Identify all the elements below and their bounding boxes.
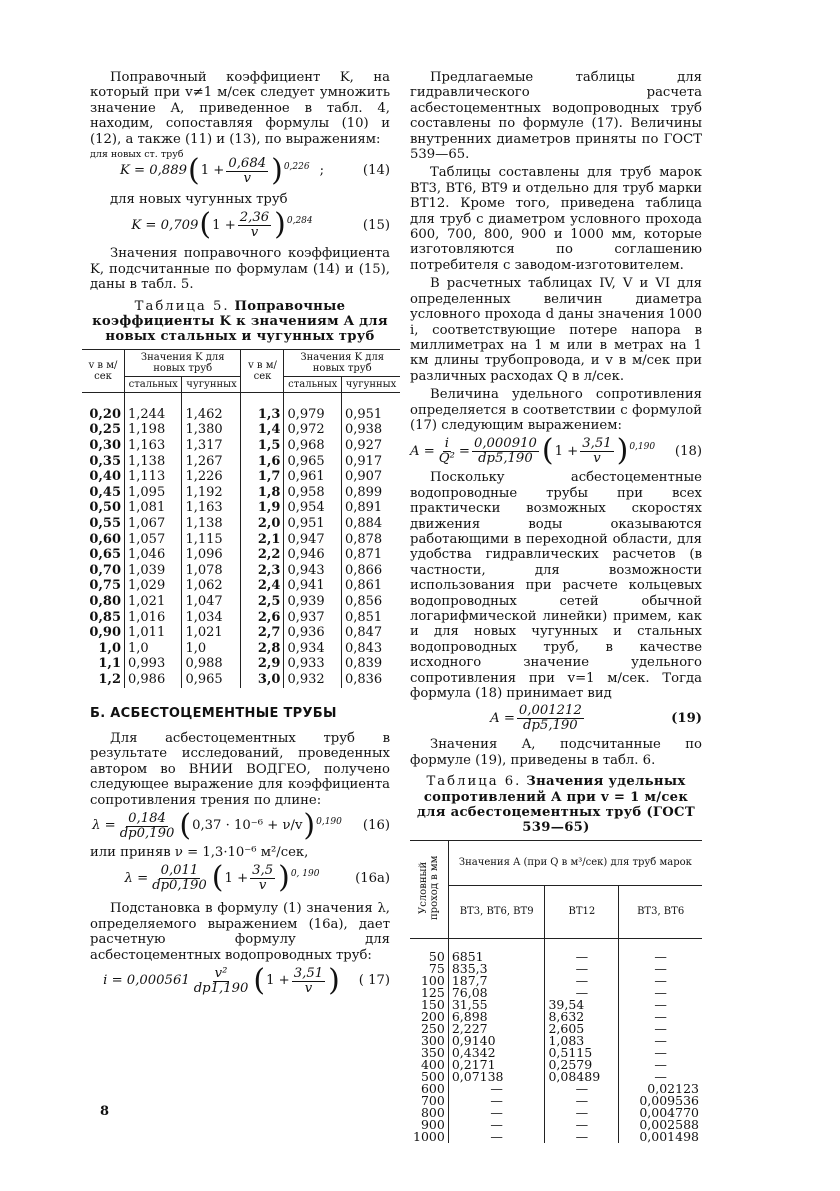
table-cell: 0,878 xyxy=(341,532,400,548)
table-cell: 0,934 xyxy=(284,641,342,657)
formula-numerator: 0,684 xyxy=(228,155,267,171)
table-cell: 1,011 xyxy=(125,625,182,641)
table-cell: 1000 xyxy=(410,1131,448,1143)
table-cell: 0,917 xyxy=(341,454,400,470)
table-cell: 0,40 xyxy=(82,469,125,485)
table-cell: 1,047 xyxy=(182,594,241,610)
table-cell: 1,198 xyxy=(125,422,182,438)
table-cell: 0,933 xyxy=(284,656,342,672)
table-row xyxy=(82,641,400,657)
table-cell: 350 xyxy=(410,1047,448,1059)
table-cell: 125 xyxy=(410,987,448,999)
table-cell: 0,02123 xyxy=(619,1083,702,1095)
table-cell: 8,632 xyxy=(545,1011,619,1023)
formula-exponent: 0,190 xyxy=(316,817,342,827)
table-cell: — xyxy=(619,975,702,987)
formula-lhs: i = 0,000561 xyxy=(103,973,190,989)
table-cell: 0,927 xyxy=(341,438,400,454)
table-cell: — xyxy=(448,1095,545,1107)
table-5 xyxy=(82,349,400,688)
table-cell: — xyxy=(619,1071,702,1083)
table-cell: — xyxy=(619,1011,702,1023)
table-cell: 0,958 xyxy=(284,485,342,501)
paragraph: для новых чугунных труб xyxy=(110,192,288,208)
formula-denominator: dр5,190 xyxy=(478,450,533,466)
table-row xyxy=(82,547,400,563)
table-cell: 6851 xyxy=(448,951,545,963)
formula-exponent: 0,226 xyxy=(283,162,310,173)
table-cell: 1,057 xyxy=(125,532,182,548)
table-6-caption xyxy=(410,774,702,836)
table-cell: 0,20 xyxy=(82,407,125,423)
table-cell: 250 xyxy=(410,1023,448,1035)
table-cell: 0,884 xyxy=(341,516,400,532)
formula-number: (15) xyxy=(362,217,390,233)
paragraph: Поправочный коэффициент K, на который при v≠1 м/сек следует умножить значение A, приведенное в табл. 4, находим, сопоставляя формулы (10) и (12), а также (11) и (13), по выражениям: xyxy=(90,70,390,147)
col-header-group: Значения K для новых труб xyxy=(284,349,400,376)
table-cell: 1,192 xyxy=(182,485,241,501)
table-cell: 150 xyxy=(410,999,448,1011)
table-cell: 0,80 xyxy=(82,594,125,610)
table-cell: 0,951 xyxy=(284,516,342,532)
formula-number: (18) xyxy=(674,443,702,459)
formula-numerator: 0,011 xyxy=(160,862,199,878)
formula-denominator: dр0,190 xyxy=(119,825,175,841)
paragraph: Предлагаемые таблицы для гидравлического расчета асбестоцементных водопроводных труб составлены по формуле (17). Величины внутренних диаметров приняты по ГОСТ 539—65. xyxy=(410,70,702,163)
formula-numerator: 3,51 xyxy=(293,965,324,981)
table-cell: 1,9 xyxy=(241,500,284,516)
table-cell: 39,54 xyxy=(545,999,619,1011)
table-cell: 0,001498 xyxy=(619,1131,702,1143)
formula-lhs: K = 0,889 xyxy=(119,163,187,179)
paragraph: Поскольку асбестоцементные водопроводные трубы при всех практически возможных скоростях движения воды оказываются работающими в переходной области, для удобства гидравлических расчетов (в частности, для возможности использования при расчете кольцевых водопроводных сетей обычной логарифмической линейки) примем, как и для новых чугунных и стальных водопроводных труб, в качестве исходного значение удельного сопротивления при v=1 м/сек. Тогда формула (18) принимает вид xyxy=(410,470,702,702)
table-cell: — xyxy=(448,1131,545,1143)
formula-numerator: 0,000910 xyxy=(473,435,537,451)
formula-lhs: A = xyxy=(490,711,515,727)
table-cell: 1,016 xyxy=(125,610,182,626)
formula-18: A = $\frac{i}{\text{Q²}}$ = $\frac{0,000910}{dр5,190}$ ( 1 + $\frac{3,51}{v}$ ) $^{0,190}$ (18) xyxy=(410,433,702,469)
table-cell: 1,2 xyxy=(82,672,125,688)
table-cell: 1,3 xyxy=(241,407,284,423)
table-cell: 0,25 xyxy=(82,422,125,438)
formula-lhs: A = xyxy=(410,443,435,459)
table-cell: 0,899 xyxy=(341,485,400,501)
table-cell: 0,004770 xyxy=(619,1107,702,1119)
table-cell: 1,021 xyxy=(182,625,241,641)
table-cell: — xyxy=(545,1083,619,1095)
table-cell: 0,943 xyxy=(284,563,342,579)
table-cell: 100 xyxy=(410,975,448,987)
table-cell: 1,4 xyxy=(241,422,284,438)
table-cell: 500 xyxy=(410,1071,448,1083)
table-cell: 50 xyxy=(410,951,448,963)
col-header-diameter-label: Условный проход в мм xyxy=(417,855,440,921)
table-row xyxy=(82,516,400,532)
table-cell: — xyxy=(545,963,619,975)
table-row xyxy=(82,625,400,641)
table-cell: 1,034 xyxy=(182,610,241,626)
table-cell: 0,891 xyxy=(341,500,400,516)
left-column xyxy=(88,70,397,1000)
formula-lhs: K = 0,709 xyxy=(131,217,199,233)
table-cell: 0,856 xyxy=(341,594,400,610)
table-cell: 1,0 xyxy=(182,641,241,657)
table-cell: 0,861 xyxy=(341,578,400,594)
table-cell: 2,8 xyxy=(241,641,284,657)
table-cell: — xyxy=(619,1047,702,1059)
table-cell: 1,0 xyxy=(125,641,182,657)
table-cell: 0,009536 xyxy=(619,1095,702,1107)
table-cell: 1,095 xyxy=(125,485,182,501)
table-cell: 0,993 xyxy=(125,656,182,672)
formula-lhs: λ = xyxy=(124,870,149,886)
table-cell: 0,907 xyxy=(341,469,400,485)
table-cell: 0,50 xyxy=(82,500,125,516)
formula-14: K = 0,889 ( 1 + $\frac{0,684}{v}$ ) $^{0,226}$ ; (14) xyxy=(119,153,390,189)
col-header-steel: стальных xyxy=(284,376,342,392)
table-cell: 1,317 xyxy=(182,438,241,454)
table-cell: 1,7 xyxy=(241,469,284,485)
table-cell: — xyxy=(619,987,702,999)
table-row xyxy=(410,1131,702,1143)
paragraph: Величина удельного сопротивления определяется в соответствии с формулой (17) следующим выражением: xyxy=(410,387,702,433)
table-cell: 1,8 xyxy=(241,485,284,501)
table-cell: 31,55 xyxy=(448,999,545,1011)
formula-number: ( 17) xyxy=(358,973,390,989)
table-cell: 0,986 xyxy=(125,672,182,688)
table-cell: 6,898 xyxy=(448,1011,545,1023)
table-cell: 0,932 xyxy=(284,672,342,688)
table-cell: 0,965 xyxy=(182,672,241,688)
table-cell: 700 xyxy=(410,1095,448,1107)
table-cell: 2,4 xyxy=(241,578,284,594)
col-header-vt3-vt6-vt9: ВТ3, ВТ6, ВТ9 xyxy=(448,885,545,938)
formula-exponent: 0,190 xyxy=(629,442,656,453)
formula-number: (16) xyxy=(362,818,390,834)
table-cell: 1,138 xyxy=(182,516,241,532)
table-cell: — xyxy=(545,975,619,987)
table-cell: 1,138 xyxy=(125,454,182,470)
table-cell: 0,936 xyxy=(284,625,342,641)
col-header-v: v в м/сек xyxy=(82,349,125,392)
table-row xyxy=(82,407,400,423)
table-row xyxy=(82,422,400,438)
table-cell: 1,6 xyxy=(241,454,284,470)
table-cell: 0,839 xyxy=(341,656,400,672)
table-cell: 0,2579 xyxy=(545,1059,619,1071)
table-cell: 0,937 xyxy=(284,610,342,626)
table-cell: 300 xyxy=(410,1035,448,1047)
formula-body: 0,37 · 10⁻⁶ + ν/v xyxy=(192,818,303,834)
formula-denominator: Q² xyxy=(438,450,455,466)
table-cell: — xyxy=(545,1119,619,1131)
table-cell: 400 xyxy=(410,1059,448,1071)
table-cell: 2,2 xyxy=(241,547,284,563)
table-cell: 1,081 xyxy=(125,500,182,516)
table-cell: 0,939 xyxy=(284,594,342,610)
formula-denominator: v xyxy=(250,224,259,240)
table-cell: — xyxy=(545,987,619,999)
table-cell: 187,7 xyxy=(448,975,545,987)
right-column xyxy=(410,70,702,1143)
formula-number: (19) xyxy=(671,711,702,727)
table-cell: 0,951 xyxy=(341,407,400,423)
table-cell: 1,267 xyxy=(182,454,241,470)
table-cell: 0,9140 xyxy=(448,1035,545,1047)
table-cell: 1,244 xyxy=(125,407,182,423)
formula-15: K = 0,709 ( 1 + $\frac{2,36}{v}$ ) $^{0,284}$ (15) xyxy=(131,207,390,243)
table-row xyxy=(82,672,400,688)
table-cell: — xyxy=(619,1035,702,1047)
formula-denominator: v xyxy=(304,980,313,996)
col-header-iron: чугунных xyxy=(182,376,241,392)
table-cell: 0,60 xyxy=(82,532,125,548)
formula-exponent: 0, 190 xyxy=(290,869,320,880)
table-cell: 0,866 xyxy=(341,563,400,579)
table-cell: — xyxy=(619,999,702,1011)
table-cell: 1,380 xyxy=(182,422,241,438)
col-header-group: Значения K для новых труб xyxy=(125,349,241,376)
formula-numerator: 0,184 xyxy=(128,810,166,826)
table-cell: — xyxy=(619,963,702,975)
col-header-vt12: ВТ12 xyxy=(545,885,619,938)
table-cell: 1,062 xyxy=(182,578,241,594)
table-cell: 2,6 xyxy=(241,610,284,626)
col-header-iron: чугунных xyxy=(341,376,400,392)
table-cell: — xyxy=(545,1131,619,1143)
table-cell: 0,954 xyxy=(284,500,342,516)
table-cell: 1,462 xyxy=(182,407,241,423)
table-cell: 2,605 xyxy=(545,1023,619,1035)
table-cell: 0,946 xyxy=(284,547,342,563)
table-label: Таблица 6. xyxy=(426,774,522,790)
table-cell: — xyxy=(619,1059,702,1071)
table-cell: 1,1 xyxy=(82,656,125,672)
table-cell: 1,226 xyxy=(182,469,241,485)
formula-16a: λ = $\frac{0,011}{dр0,190}$ ( 1 + $\frac{3,5}{v}$ ) $^{0, 190}$ (16а) xyxy=(124,860,390,896)
table-cell: 0,938 xyxy=(341,422,400,438)
formula-denominator: v xyxy=(593,450,601,466)
table-cell: — xyxy=(448,1119,545,1131)
formula-numerator: i xyxy=(444,435,449,451)
col-header-v: v в м/сек xyxy=(241,349,284,392)
table-cell: 75 xyxy=(410,963,448,975)
table-cell: 1,163 xyxy=(182,500,241,516)
table-cell: 2,0 xyxy=(241,516,284,532)
formula-denominator: v xyxy=(258,877,267,893)
formula-16: λ = $\frac{0,184}{dр0,190}$ ( 0,37 · 10⁻⁶ + ν/v ) $^{0,190}$ (16) xyxy=(92,808,390,843)
paragraph: В расчетных таблицах IV, V и VI для определенных величин диаметра условного прохода d даны значения 1000 i, соответствующие потере напора в миллиметрах на 1 м или в метрах на 1 км длины трубопровода, и v в м/сек при различных расходах Q в л/сек. xyxy=(410,276,702,384)
table-cell: 0,843 xyxy=(341,641,400,657)
table-row xyxy=(82,500,400,516)
table-6 xyxy=(410,840,702,1143)
table-cell: — xyxy=(619,1023,702,1035)
table-cell: 1,5 xyxy=(241,438,284,454)
paragraph: Значения поправочного коэффициента K, подсчитанные по формулам (14) и (15), даны в табл. 5. xyxy=(90,246,390,293)
table-row xyxy=(82,610,400,626)
table-cell: 900 xyxy=(410,1119,448,1131)
formula-number: (14) xyxy=(362,163,390,179)
formula-17: i = 0,000561 $\frac{\text{v²}}{dр1,190}$ ( 1 + $\frac{3,51}{v}$ ) ( 17) xyxy=(103,963,390,999)
col-header-group: Значения A (при Q в м³/сек) для труб марок xyxy=(448,840,702,885)
table-row xyxy=(82,438,400,454)
table-5-caption xyxy=(90,299,390,345)
formula-denominator: v xyxy=(243,170,251,186)
table-cell: 0,08489 xyxy=(545,1071,619,1083)
table-cell: 3,0 xyxy=(241,672,284,688)
table-cell: 0,75 xyxy=(82,578,125,594)
table-cell: 0,972 xyxy=(284,422,342,438)
table-cell: 1,029 xyxy=(125,578,182,594)
table-cell: 2,5 xyxy=(241,594,284,610)
formula-numerator: 3,5 xyxy=(252,862,274,878)
col-header-vt3-vt6: ВТ3, ВТ6 xyxy=(619,885,702,938)
table-cell: 0,45 xyxy=(82,485,125,501)
table-cell: 0,002588 xyxy=(619,1119,702,1131)
table-cell: 0,847 xyxy=(341,625,400,641)
table-cell: 2,9 xyxy=(241,656,284,672)
table-cell: 1,113 xyxy=(125,469,182,485)
col-header-diameter xyxy=(410,840,448,938)
table-cell: 0,2171 xyxy=(448,1059,545,1071)
table-cell: 0,55 xyxy=(82,516,125,532)
table-cell: — xyxy=(448,1083,545,1095)
table-cell: 0,968 xyxy=(284,438,342,454)
table-cell: 1,039 xyxy=(125,563,182,579)
table-title: Поправочные коэффициенты K к значениям A для новых стальных и чугунных труб xyxy=(92,298,388,345)
table-row xyxy=(82,563,400,579)
table-cell: 835,3 xyxy=(448,963,545,975)
table-row xyxy=(82,454,400,470)
table-cell: 0,947 xyxy=(284,532,342,548)
formula-denominator: dр0,190 xyxy=(152,877,207,893)
table-cell: 2,1 xyxy=(241,532,284,548)
formula-denominator: dр1,190 xyxy=(193,980,249,996)
table-cell: 0,65 xyxy=(82,547,125,563)
table-row xyxy=(82,532,400,548)
table-cell: 1,046 xyxy=(125,547,182,563)
formula-exponent: 0,284 xyxy=(286,216,313,227)
table-cell: 1,0 xyxy=(82,641,125,657)
table-cell: 0,965 xyxy=(284,454,342,470)
table-cell: 0,941 xyxy=(284,578,342,594)
formula-19 xyxy=(410,704,702,733)
table-cell: — xyxy=(545,951,619,963)
table-cell: — xyxy=(545,1107,619,1119)
table-cell: 1,115 xyxy=(182,532,241,548)
table-row xyxy=(82,656,400,672)
table-row xyxy=(82,578,400,594)
table-title: Значения удельных сопротивлений A при v = 1 м/сек для асбестоцементных труб (ГОСТ 539—65) xyxy=(417,774,695,836)
table-cell: 0,30 xyxy=(82,438,125,454)
section-heading: Б. АСБЕСТОЦЕМЕНТНЫЕ ТРУБЫ xyxy=(90,705,337,721)
table-cell: 800 xyxy=(410,1107,448,1119)
paragraph: Таблицы составлены для труб марок ВТ3, ВТ6, ВТ9 и отдельно для труб марки ВТ12. Кроме того, приведена таблица для труб с диаметром условного прохода 600, 700, 800, 900 и 1000 мм, которые изготовляются по соглашению потребителя с заводом-изготовителем. xyxy=(410,165,702,273)
paragraph: Подстановка в формулу (1) значения λ, определяемого выражением (16а), дает расчетную формулу для асбестоцементных водопроводных труб: xyxy=(90,901,390,963)
table-label: Таблица 5. xyxy=(134,298,230,314)
paragraph: Для асбестоцементных труб в результате исследований, проведенных автором во ВНИИ ВОДГЕО, получено следующее выражение для коэффициента сопротивления трения по длине: xyxy=(90,730,390,808)
table-cell: 0,07138 xyxy=(448,1071,545,1083)
formula-lhs: λ = xyxy=(92,818,116,834)
table-cell: 76,08 xyxy=(448,987,545,999)
formula-numerator: v² xyxy=(214,965,228,981)
paragraph: или приняв ν = 1,3·10⁻⁶ м²/сек, xyxy=(90,845,309,860)
table-cell: 0,851 xyxy=(341,610,400,626)
table-cell: 0,70 xyxy=(82,563,125,579)
table-cell: 1,083 xyxy=(545,1035,619,1047)
table-cell: 1,021 xyxy=(125,594,182,610)
table-row xyxy=(82,485,400,501)
table-cell: — xyxy=(448,1107,545,1119)
table-cell: 0,85 xyxy=(82,610,125,626)
table-cell: — xyxy=(619,951,702,963)
formula-denominator: dр5,190 xyxy=(523,718,578,734)
table-cell: 0,90 xyxy=(82,625,125,641)
paragraph: Значения A, подсчитанные по формуле (19), приведены в табл. 6. xyxy=(410,737,702,768)
table-cell: 600 xyxy=(410,1083,448,1095)
formula-number: (16а) xyxy=(355,870,390,886)
table-cell: 1,078 xyxy=(182,563,241,579)
table-cell: 1,067 xyxy=(125,516,182,532)
table-cell: 200 xyxy=(410,1011,448,1023)
table-cell: 0,871 xyxy=(341,547,400,563)
formula-numerator: 2,36 xyxy=(239,209,270,225)
formula-14-label: для новых ст. труб xyxy=(90,149,184,161)
table-cell: 2,3 xyxy=(241,563,284,579)
table-cell: — xyxy=(545,1095,619,1107)
table-cell: 2,227 xyxy=(448,1023,545,1035)
page-number: 8 xyxy=(100,1104,110,1119)
table-cell: 0,4342 xyxy=(448,1047,545,1059)
table-row xyxy=(82,594,400,610)
table-cell: 1,163 xyxy=(125,438,182,454)
table-cell: 0,836 xyxy=(341,672,400,688)
formula-numerator: 0,001212 xyxy=(518,703,582,719)
table-row xyxy=(82,469,400,485)
table-cell: 0,961 xyxy=(284,469,342,485)
table-cell: 0,5115 xyxy=(545,1047,619,1059)
formula-numerator: 3,51 xyxy=(582,435,612,451)
table-cell: 0,988 xyxy=(182,656,241,672)
table-cell: 2,7 xyxy=(241,625,284,641)
table-cell: 0,979 xyxy=(284,407,342,423)
table-cell: 1,096 xyxy=(182,547,241,563)
table-cell: 0,35 xyxy=(82,454,125,470)
col-header-steel: стальных xyxy=(125,376,182,392)
